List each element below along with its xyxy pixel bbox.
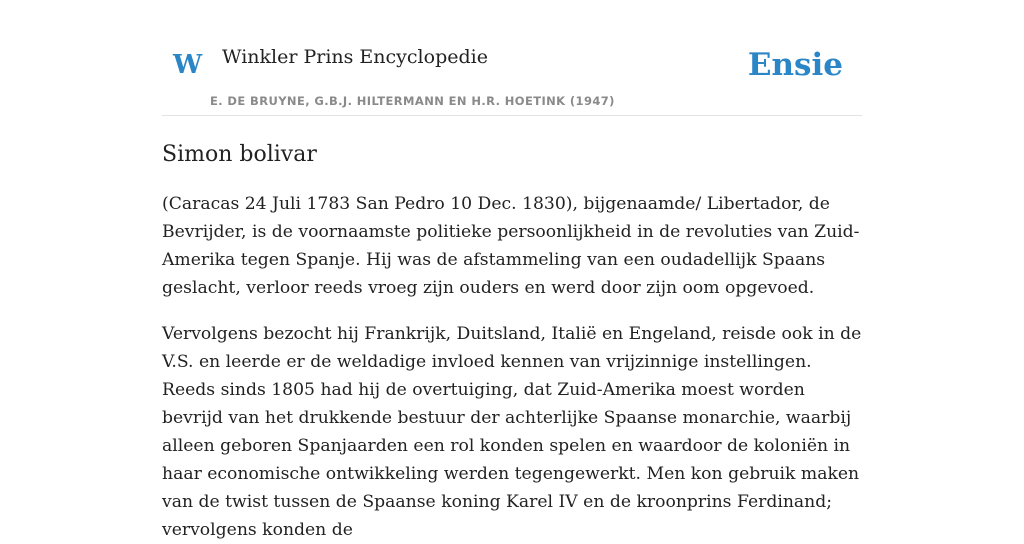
article-container [162, 0, 862, 544]
publication-title[interactable]: Winkler Prins Encyclopedie [222, 46, 488, 68]
publication-authors: E. DE BRUYNE, G.B.J. HILTERMANN EN H.R. HOETINK (1947) [210, 94, 615, 108]
publication-logo-icon[interactable]: W [173, 50, 203, 80]
article-header [162, 0, 862, 116]
article-paragraph-2: Vervolgens bezocht hij Frankrijk, Duitsland, Italië en Engeland, reisde ook in de V.S. en leerde er de weldadige invloed kennen van vrijzinnige instellingen. Reeds sinds 1805 had hij de overtuiging, dat Zuid-Amerika moest worden bevrijd van het drukkende bestuur der achterlijke Spaanse monarchie, waarbij alleen geboren Spanjaarden een rol konden spelen en waardoor de koloniën in haar economische ontwikkeling werden tegengewerkt. Men kon gebruik maken van de twist tussen de Spaanse koning Karel IV en de kroonprins Ferdinand; vervolgens konden de [162, 324, 862, 541]
ensie-logo[interactable]: Ensie [747, 47, 843, 83]
article-paragraph-1: (Caracas 24 Juli 1783 San Pedro 10 Dec. 1830), bijgenaamde/ Libertador, de Bevrijder, is de voornaamste politieke persoonlijkheid in de revoluties van Zuid-Amerika tegen Spanje. Hij was de afstammeling van een oudadellijk Spaans geslacht, verloor reeds vroeg zijn ouders en werd door zijn oom opgevoed. [162, 194, 860, 299]
article-title: Simon bolivar [162, 142, 317, 167]
